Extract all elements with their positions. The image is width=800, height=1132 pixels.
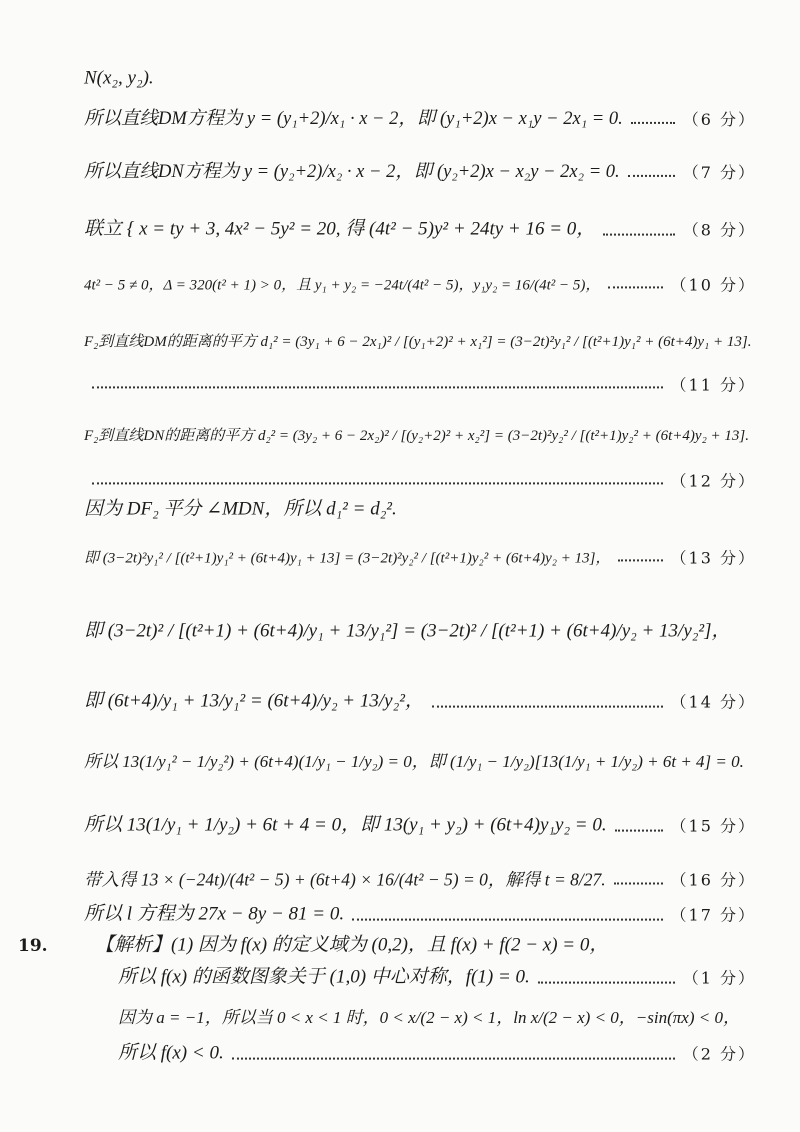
line-content xyxy=(84,161,756,183)
dot-leader xyxy=(232,1057,675,1059)
line-content xyxy=(118,1008,756,1028)
text-line xyxy=(0,375,800,395)
score-label: （6 分） xyxy=(682,109,756,129)
text-line xyxy=(0,751,800,772)
line-text: 【解析】(1) 因为 f(x) 的定义域为 (0,2)，且 f(x) + f(2 − x) = 0， xyxy=(95,934,609,956)
line-content xyxy=(84,275,756,294)
dot-leader xyxy=(631,122,675,124)
line-content xyxy=(84,904,756,927)
line-text: 所以 13(1/y₁ + 1/y₂) + 6t + 4 = 0，即 13(y₁ + y₂) + (6t+4)y₁y₂ = 0. xyxy=(84,814,607,836)
text-line xyxy=(0,903,800,925)
line-content xyxy=(84,548,756,567)
line-text: N(x₂, y₂). xyxy=(84,67,154,89)
dot-leader xyxy=(538,981,675,983)
line-content xyxy=(95,935,756,958)
dot-leader xyxy=(603,233,674,235)
line-content xyxy=(84,375,756,394)
line-text: 所以 f(x) 的函数图象关于 (1,0) 中心对称，f(1) = 0. xyxy=(118,966,530,988)
text-line xyxy=(0,108,800,129)
line-text: 带入得 13 × (−24t)/(4t² − 5) + (6t+4) × 16/(4t² − 5) = 0，解得 t = 8/27. xyxy=(84,869,606,890)
line-text: 即 (3−2t)²y₁² / [(t²+1)y₁² + (6t+4)y₁ + 13] = (3−2t)²y₂² / [(t²+1)y₂² + (6t+4)y₂ + 13]， xyxy=(84,550,611,566)
text-line xyxy=(0,161,800,182)
score-label: （11 分） xyxy=(670,375,756,395)
dot-leader xyxy=(352,918,662,920)
line-text: 即 (6t+4)/y₁ + 13/y₁² = (6t+4)/y₂ + 13/y₂²， xyxy=(84,690,424,712)
line-content xyxy=(84,108,756,130)
score-label: （8 分） xyxy=(682,220,756,240)
text-line xyxy=(0,548,800,568)
text-line xyxy=(0,498,800,520)
score-label: （15 分） xyxy=(670,816,756,836)
dot-leader xyxy=(614,883,663,885)
dot-leader xyxy=(92,483,663,485)
text-line xyxy=(0,1007,800,1028)
line-text: 4t² − 5 ≠ 0，Δ = 320(t² + 1) > 0，且 y₁ + y₂ = −24t/(4t² − 5)，y₁y₂ = 16/(4t² − 5)， xyxy=(84,277,601,293)
line-text: F₂到直线DN的距离的平方 d₂² = (3y₂ + 6 − 2x₂)² / [(y₂+2)² + x₂²] = (3−2t)²y₂² / [(t²+1)y₂² + (6t+4)y₂ + 13]. xyxy=(84,428,749,444)
line-text: 所以直线DN方程为 y = (y₂+2)/x₂ · x − 2，即 (y₂+2)x − x₂y − 2x₂ = 0. xyxy=(84,161,620,182)
text-line xyxy=(0,966,800,988)
score-label: （7 分） xyxy=(682,162,756,182)
score-label: （2 分） xyxy=(682,1044,756,1064)
line-content xyxy=(84,621,756,644)
score-label: （13 分） xyxy=(670,548,756,568)
text-line xyxy=(0,814,800,836)
dot-leader xyxy=(628,175,675,177)
line-content xyxy=(84,499,756,522)
line-text: 联立 { x = ty + 3, 4x² − 5y² = 20, 得 (4t² − 5)y² + 24ty + 16 = 0， xyxy=(84,218,596,240)
question-number: 19. xyxy=(18,936,48,956)
score-label: （10 分） xyxy=(670,275,756,295)
line-content xyxy=(84,752,756,772)
score-label: （12 分） xyxy=(670,471,756,491)
line-content xyxy=(84,427,756,445)
line-text: F₂到直线DM的距离的平方 d₁² = (3y₁ + 6 − 2x₁)² / [(y₁+2)² + x₁²] = (3−2t)²y₁² / [(t²+1)y₁² + (6t+4)y₁ + 13]. xyxy=(84,334,752,350)
line-text: 即 (3−2t)² / [(t²+1) + (6t+4)/y₁ + 13/y₁²] = (3−2t)² / [(t²+1) + (6t+4)/y₂ + 13/y₂²]， xyxy=(84,620,731,642)
text-line xyxy=(0,934,800,956)
dot-leader xyxy=(618,560,662,562)
line-content xyxy=(118,967,756,990)
line-content xyxy=(84,219,756,242)
line-content xyxy=(84,68,756,91)
text-line xyxy=(0,690,800,712)
text-line xyxy=(0,334,800,352)
text-line xyxy=(0,275,800,295)
text-line xyxy=(0,1042,800,1064)
line-content xyxy=(84,691,756,714)
line-text: 因为 a = −1，所以当 0 < x < 1 时，0 < x/(2 − x) < 1，ln x/(2 − x) < 0，−sin(πx) < 0， xyxy=(118,1007,740,1027)
score-label: （16 分） xyxy=(670,870,756,890)
line-text: 因为 DF₂ 平分 ∠MDN，所以 d₁² = d₂². xyxy=(84,498,397,520)
text-line xyxy=(0,428,800,446)
line-text: 所以直线DM方程为 y = (y₁+2)/x₁ · x − 2，即 (y₁+2)x − x₁y − 2x₁ = 0. xyxy=(84,108,623,129)
line-text: 所以 f(x) < 0. xyxy=(118,1042,224,1064)
line-content xyxy=(84,471,756,490)
dot-leader xyxy=(432,705,663,707)
line-content xyxy=(84,870,756,891)
dot-leader xyxy=(615,829,663,831)
line-content xyxy=(118,1043,756,1066)
line-content xyxy=(84,333,756,351)
dot-leader xyxy=(608,287,662,289)
text-line xyxy=(0,67,800,89)
dot-leader xyxy=(92,387,663,389)
text-line xyxy=(0,620,800,642)
text-line xyxy=(0,471,800,491)
line-text: 所以 13(1/y₁² − 1/y₂²) + (6t+4)(1/y₁ − 1/y₂) = 0，即 (1/y₁ − 1/y₂)[13(1/y₁ + 1/y₂) + 6t + 4] = 0. xyxy=(84,751,744,771)
score-label: （1 分） xyxy=(682,968,756,988)
line-text: 所以 l 方程为 27x − 8y − 81 = 0. xyxy=(84,903,345,925)
text-line xyxy=(0,218,800,240)
line-content xyxy=(84,815,756,838)
text-line xyxy=(0,869,800,890)
score-label: （17 分） xyxy=(670,905,756,925)
score-label: （14 分） xyxy=(670,692,756,712)
